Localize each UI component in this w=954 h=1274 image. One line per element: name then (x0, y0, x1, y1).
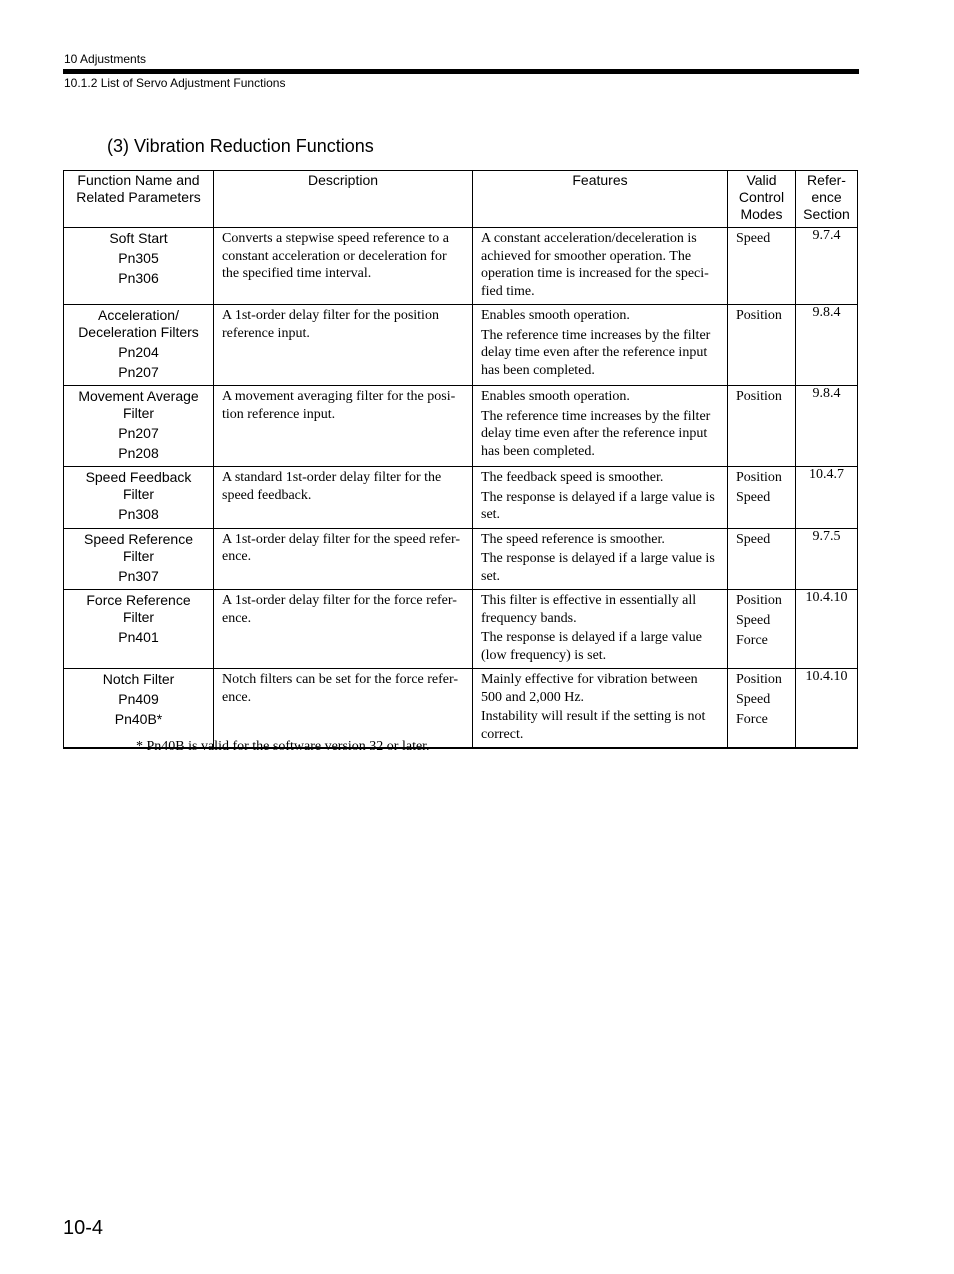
parameter-number: Pn305 (118, 250, 159, 266)
description-text: A 1st-order delay filter for the force refer- ence. (222, 593, 457, 626)
header-features: Features (473, 171, 728, 228)
reference-section-cell: 9.8.4 (796, 305, 858, 386)
function-name: Speed Reference (84, 530, 193, 547)
function-name: Soft Start (109, 230, 168, 246)
control-mode: Speed (736, 231, 771, 246)
function-name: Speed Feedback (85, 469, 192, 485)
control-modes-cell (728, 386, 796, 467)
table-row (64, 305, 858, 386)
control-modes-cell (728, 467, 796, 529)
reference-section-cell: 9.7.5 (796, 528, 858, 590)
function-name: Filter (122, 609, 155, 625)
feature-text: This filter is effective in essentially all frequency bands. (481, 593, 697, 626)
reference-section-cell: 9.8.4 (796, 386, 858, 467)
description-cell (214, 669, 473, 749)
function-name: Acceleration/ (98, 307, 179, 323)
page-number: 10-4 (63, 1217, 104, 1239)
feature-text: Enables smooth operation. (481, 389, 630, 404)
control-mode: Speed (736, 490, 771, 505)
parameter-number: Pn207 (118, 364, 159, 380)
feature-text: The response is delayed if a large value is set. (481, 489, 715, 522)
description-cell (214, 467, 473, 529)
footnote: * Pn40B is valid for the software version 32 or later. (136, 739, 430, 754)
control-mode: Position (736, 672, 782, 687)
function-name: Filter (122, 405, 155, 421)
parameter-number: Pn409 (118, 691, 159, 707)
features-cell (473, 305, 728, 386)
control-mode: Speed (736, 531, 771, 547)
description-text: Converts a stepwise speed reference to a constant acceleration or deceleration for the specified time interval. (222, 231, 450, 281)
description-cell (214, 386, 473, 467)
function-name-cell (64, 590, 214, 669)
control-mode: Position (736, 593, 782, 608)
description-cell (214, 528, 473, 590)
function-name: Filter (122, 486, 155, 502)
table-row (64, 590, 858, 669)
header-valid-control-modes: Valid Control Modes (728, 171, 796, 228)
feature-text: The response is delayed if a large value (low frequency) is set. (481, 630, 702, 663)
control-modes-cell (728, 305, 796, 386)
description-text: A standard 1st-order delay filter for the speed feedback. (222, 470, 442, 503)
vibration-functions-table (63, 170, 858, 749)
features-cell (473, 669, 728, 749)
function-name-cell (64, 528, 214, 590)
features-cell (473, 590, 728, 669)
parameter-number: Pn208 (118, 445, 159, 461)
parameter-number: Pn207 (118, 425, 159, 441)
function-name: Filter (122, 547, 155, 564)
reference-section-cell: 10.4.10 (796, 669, 858, 749)
description-text: A movement averaging filter for the posi- tion reference input. (222, 389, 456, 422)
header-reference-section: Refer- ence Section (796, 171, 858, 228)
table-header-row (64, 171, 858, 228)
running-header-chapter: 10 Adjustments (64, 52, 147, 66)
table-row (64, 228, 858, 305)
control-mode: Position (736, 308, 782, 323)
features-cell (473, 528, 728, 590)
feature-text: The feedback speed is smoother. (481, 470, 664, 485)
feature-text: Instability will result if the setting is not correct. (481, 709, 706, 742)
control-mode: Position (736, 470, 782, 485)
control-mode: Speed (736, 692, 771, 707)
control-mode: Force (736, 712, 768, 727)
function-name: Movement Average (78, 388, 199, 404)
parameter-number: Pn306 (118, 270, 159, 286)
header-rule (63, 69, 859, 74)
header-function-name: Function Name and Related Parameters (64, 171, 214, 228)
function-name-cell (64, 228, 214, 305)
feature-text: The speed reference is smoother. (481, 531, 665, 547)
parameter-number: Pn40B* (114, 711, 163, 727)
features-cell (473, 467, 728, 529)
header-description: Description (214, 171, 473, 228)
description-cell (214, 305, 473, 386)
control-modes-cell (728, 528, 796, 590)
function-name-cell (64, 467, 214, 529)
table-row (64, 386, 858, 467)
description-text: A 1st-order delay filter for the speed refer- ence. (222, 531, 460, 564)
control-mode: Force (736, 633, 768, 648)
function-name: Notch Filter (102, 671, 175, 687)
reference-section-cell: 9.7.4 (796, 228, 858, 305)
description-cell (214, 590, 473, 669)
table-row (64, 528, 858, 590)
control-modes-cell (728, 590, 796, 669)
function-name-cell (64, 386, 214, 467)
function-name-cell (64, 669, 214, 749)
features-cell (473, 386, 728, 467)
table-row (64, 467, 858, 529)
parameter-number: Pn204 (118, 344, 159, 360)
control-modes-cell (728, 228, 796, 305)
table-row (64, 669, 858, 749)
function-name: Deceleration Filters (78, 324, 199, 340)
function-name: Force Reference (86, 592, 191, 608)
feature-text: Enables smooth operation. (481, 308, 630, 323)
control-modes-cell (728, 669, 796, 749)
section-title: (3) Vibration Reduction Functions (107, 136, 374, 156)
feature-text: A constant acceleration/deceleration is achieved for smoother operation. The operation time is increased for the speci- fied time. (481, 231, 709, 299)
reference-section-cell: 10.4.10 (796, 590, 858, 669)
parameter-number: Pn401 (118, 629, 159, 645)
feature-text: The response is delayed if a large value is set. (481, 551, 715, 584)
control-mode: Position (736, 389, 782, 404)
description-text: Notch filters can be set for the force refer- ence. (222, 672, 459, 705)
running-header-section: 10.1.2 List of Servo Adjustment Functions (64, 76, 286, 90)
function-name-cell (64, 305, 214, 386)
description-cell (214, 228, 473, 305)
parameter-number: Pn307 (118, 567, 159, 584)
features-cell (473, 228, 728, 305)
parameter-number: Pn308 (118, 506, 159, 522)
description-text: A 1st-order delay filter for the position reference input. (222, 308, 439, 341)
control-mode: Speed (736, 613, 771, 628)
feature-text: Mainly effective for vibration between 500 and 2,000 Hz. (481, 672, 698, 705)
feature-text: The reference time increases by the filter delay time even after the reference input has been completed. (481, 408, 711, 459)
feature-text: The reference time increases by the filter delay time even after the reference input has been completed. (481, 327, 711, 378)
reference-section-cell: 10.4.7 (796, 467, 858, 529)
